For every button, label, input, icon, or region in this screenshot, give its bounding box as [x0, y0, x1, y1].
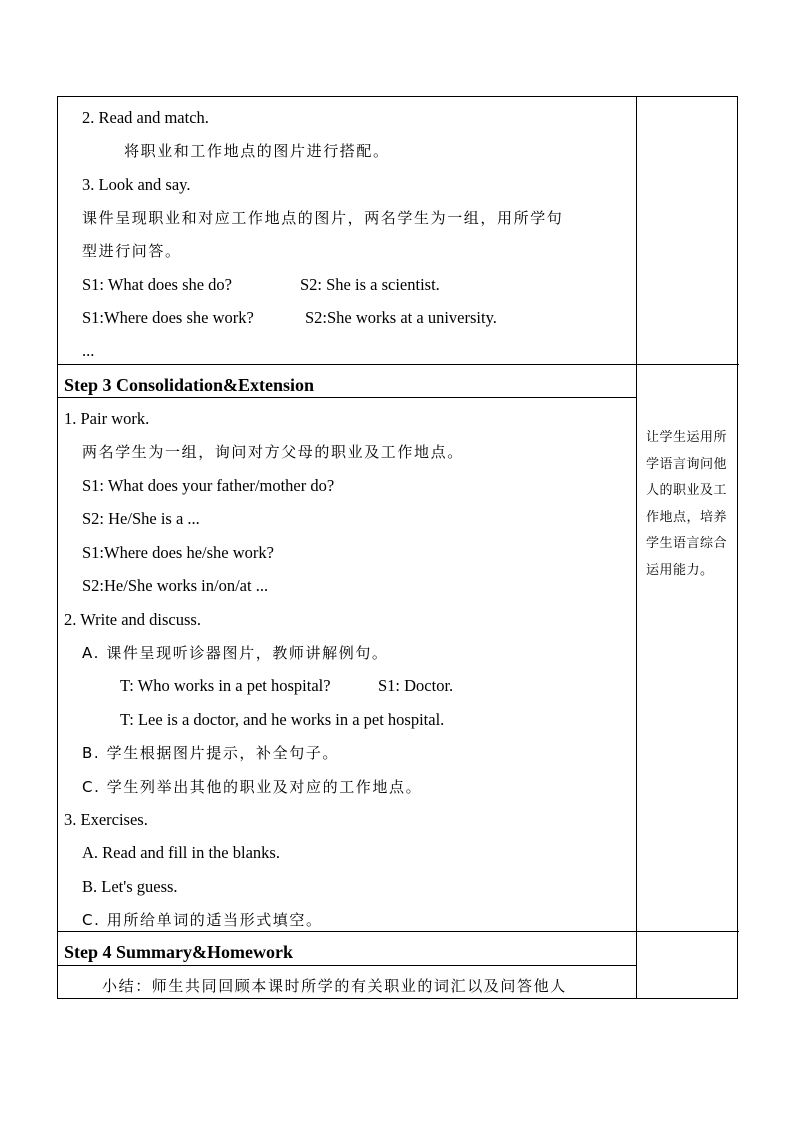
example-line: T: Lee is a doctor, and he works in a pet hospital. — [120, 710, 445, 729]
design-intent-note: 让学生运用所学语言询问他人的职业及工作地点，培养学生语言综合运用能力。 — [646, 430, 728, 578]
activity-line: 型进行问答。 — [82, 242, 182, 260]
column-divider — [636, 97, 637, 998]
step-title: Step 4 Summary&Homework — [64, 942, 293, 962]
activity-line: B. 学生根据图片提示，补全句子。 — [82, 744, 340, 762]
dialogue-line: S1:Where does he/she work? — [82, 543, 274, 562]
dialogue-line: S1: What does she do? — [82, 275, 233, 294]
exercise-line: B. Let's guess. — [82, 877, 178, 896]
summary-line: 小结：师生共同回顾本课时所学的有关职业的词汇以及问答他人 — [102, 977, 567, 995]
activity-line: 2. Write and discuss. — [64, 610, 201, 629]
dialogue-line: S1:Where does she work? — [82, 308, 254, 327]
header-divider — [58, 965, 636, 966]
dialogue-line: S1: What does your father/mother do? — [82, 476, 335, 495]
activity-line: 两名学生为一组，询问对方父母的职业及工作地点。 — [82, 443, 464, 461]
exercise-line: A. Read and fill in the blanks. — [82, 843, 280, 862]
activity-line: A. 课件呈现听诊器图片，教师讲解例句。 — [82, 644, 389, 662]
step-title: Step 3 Consolidation&Extension — [64, 375, 315, 395]
dialogue-line: S2:He/She works in/on/at ... — [82, 576, 269, 595]
dialogue-line: S2: He/She is a ... — [82, 509, 200, 528]
row-divider — [58, 931, 739, 932]
ellipsis-line: ... — [82, 341, 95, 360]
exercise-line: C. 用所给单词的适当形式填空。 — [82, 911, 323, 929]
lesson-plan-table — [57, 96, 738, 999]
example-line: T: Who works in a pet hospital? — [120, 676, 331, 695]
activity-line: 3. Look and say. — [82, 175, 191, 194]
dialogue-line: S2: She is a scientist. — [300, 275, 440, 294]
example-line: S1: Doctor. — [378, 676, 454, 695]
activity-line: 2. Read and match. — [82, 108, 209, 127]
activity-line: 将职业和工作地点的图片进行搭配。 — [124, 142, 390, 160]
activity-line: 课件呈现职业和对应工作地点的图片，两名学生为一组，用所学句 — [82, 209, 564, 227]
activity-line: C. 学生列举出其他的职业及对应的工作地点。 — [82, 778, 423, 796]
row-divider — [58, 364, 739, 365]
dialogue-line: S2:She works at a university. — [305, 308, 497, 327]
activity-line: 1. Pair work. — [64, 409, 150, 428]
header-divider — [58, 397, 636, 398]
activity-line: 3. Exercises. — [64, 810, 148, 829]
